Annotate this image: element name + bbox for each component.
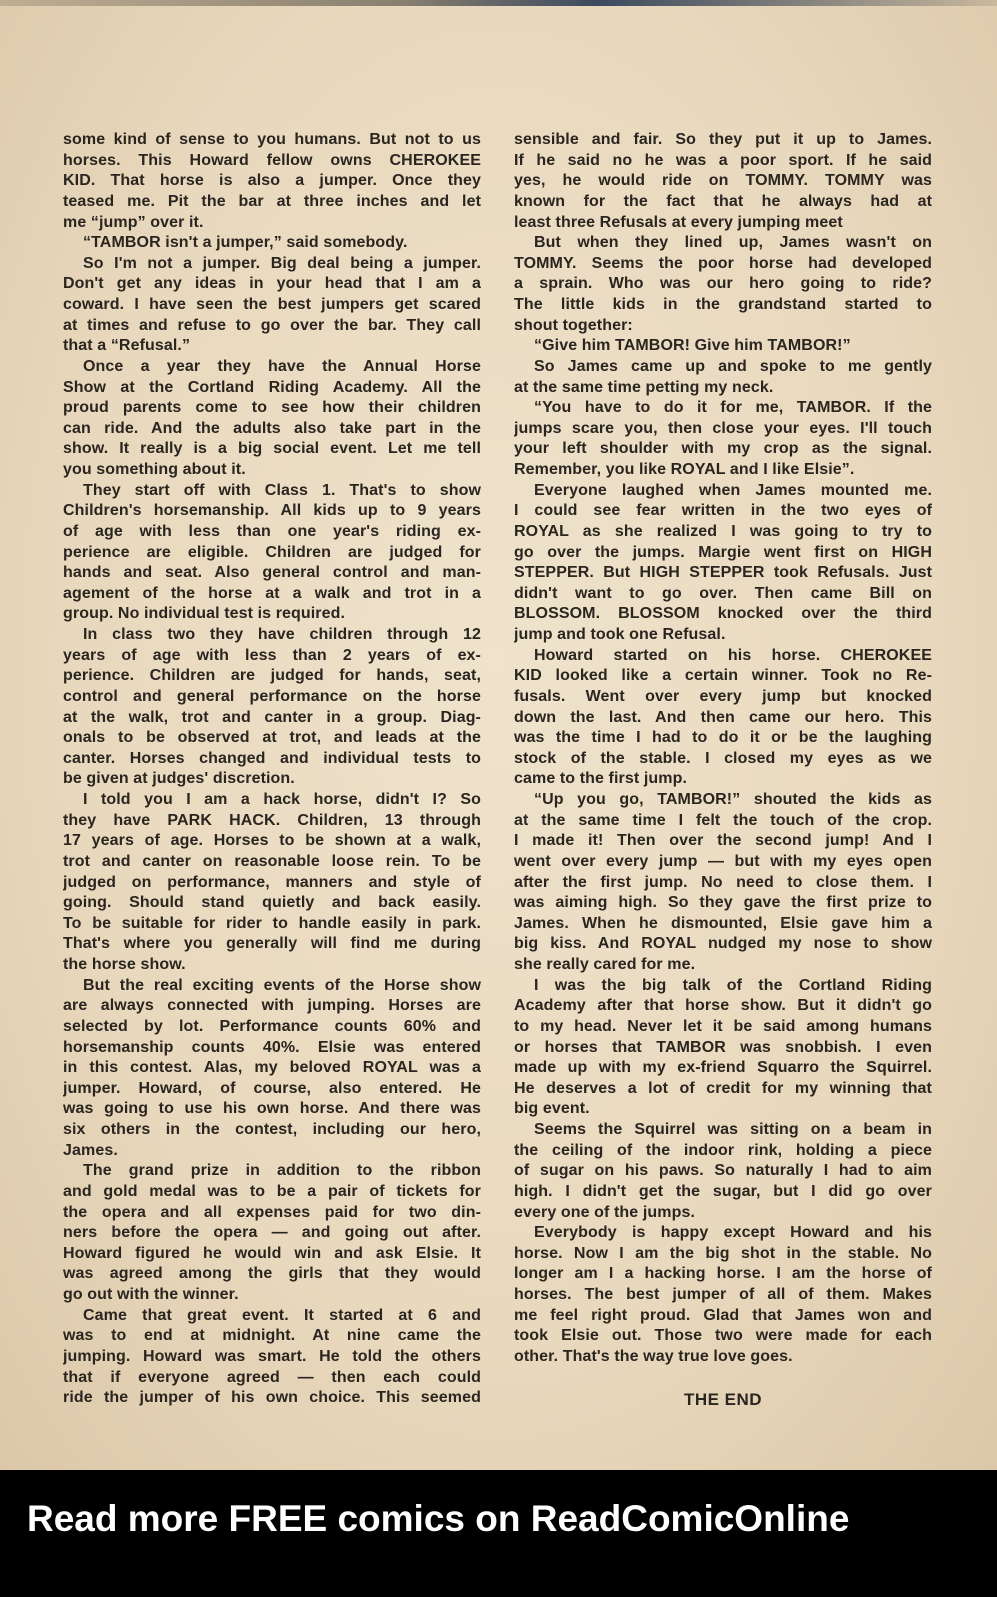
text-line: your left shoulder with my crop as the signal. <box>514 440 932 458</box>
text-line: horse. Now I am the big shot in the stable. No <box>514 1244 932 1262</box>
text-line: He deserves a lot of credit for my winning that <box>514 1079 932 1097</box>
paragraph <box>514 481 932 646</box>
text-line: I told you I am a hack horse, didn't I? So <box>83 791 481 808</box>
paragraph <box>514 1120 932 1223</box>
text-line: The little kids in the grandstand started to <box>514 296 932 313</box>
text-line: Academy after that horse show. But it didn't go <box>514 997 932 1015</box>
text-line: That's where you generally will find me during <box>63 935 481 953</box>
text-line: sensible and fair. So they put it up to James. <box>514 131 932 148</box>
text-line: ROYAL as she realized I was going to try to <box>514 522 932 540</box>
text-line: “Give him TAMBOR! Give him TAMBOR!” <box>534 337 851 355</box>
left-text-column <box>63 130 481 1409</box>
text-line: least three Refusals at every jumping meet <box>514 213 843 231</box>
text-line: me feel right proud. Glad that James won and <box>514 1306 932 1324</box>
text-line: jumps scare you, then close your eyes. I'll touch <box>514 419 932 437</box>
text-line: can ride. And the adults also take part in the <box>63 419 481 437</box>
text-line: made up with my ex-friend Squarro the Squirrel. <box>514 1059 932 1077</box>
text-line: Howard figured he would win and ask Elsie. It <box>63 1244 481 1262</box>
text-line: that a “Refusal.” <box>63 337 191 355</box>
text-line: “Up you go, TAMBOR!” shouted the kids as <box>534 791 932 808</box>
paragraph <box>514 976 932 1120</box>
text-line: was to end at midnight. At nine came the <box>63 1327 481 1345</box>
text-line: trot and canter on reasonable loose rein. To be <box>63 852 481 870</box>
text-line: every one of the jumps. <box>514 1203 696 1221</box>
text-line: teased me. Pit the bar at three inches and let <box>63 192 481 210</box>
the-end-label: THE END <box>683 1390 763 1409</box>
text-line: horsemanship counts 40%. Elsie was entered <box>63 1038 481 1056</box>
paragraph <box>514 233 932 336</box>
text-line: To be suitable for rider to handle easily in park. <box>63 914 481 932</box>
text-line: fusals. Went over every jump but knocked <box>514 687 932 705</box>
text-line: James. When he dismounted, Elsie gave him a <box>514 914 932 932</box>
text-line: show. It really is a big social event. Let me tell <box>63 440 481 458</box>
text-line: perience are eligible. Children are judged for <box>63 543 481 561</box>
text-line: Everyone laughed when James mounted me. <box>534 481 932 499</box>
text-line: big kiss. And ROYAL nudged my nose to show <box>514 935 932 953</box>
text-line: Remember, you like ROYAL and I like Elsie”. <box>514 461 855 478</box>
paragraph <box>63 233 481 254</box>
text-line: TOMMY. Seems the poor horse had developed <box>514 254 932 272</box>
text-line: be given at judges' discretion. <box>63 770 295 788</box>
text-line: big event. <box>514 1100 590 1118</box>
text-line: Seems the Squirrel was sitting on a beam in <box>534 1121 932 1138</box>
text-line: yes, he would ride on TOMMY. TOMMY was <box>514 172 932 190</box>
right-text-column <box>514 130 932 1368</box>
text-line: that if everyone agreed — then each could <box>63 1368 481 1386</box>
paragraph <box>63 254 481 357</box>
text-line: I could see fear written in the two eyes of <box>514 502 932 520</box>
text-line: of age with less than one year's riding ex- <box>63 522 481 540</box>
paragraph <box>63 130 481 233</box>
text-line: after the first jump. No need to close them. I <box>514 873 932 891</box>
text-line: control and general performance on the horse <box>63 687 481 705</box>
text-line: go over the jumps. Margie went first on HIGH <box>514 543 932 561</box>
text-line: longer am I a hacking horse. I am the horse of <box>514 1265 932 1283</box>
text-line: KID looked like a certain winner. Took no Re- <box>514 667 932 685</box>
text-line: down the last. And then came our hero. This <box>514 708 932 726</box>
text-line: horses. The best jumper of all of them. Makes <box>514 1286 932 1303</box>
text-line: jumping. Howard was smart. He told the others <box>63 1347 481 1365</box>
text-line: high. I didn't get the sugar, but I did go over <box>514 1182 932 1200</box>
text-line: hands and seat. Also general control and man- <box>63 564 481 582</box>
text-line: Children's horsemanship. All kids up to 9 years <box>63 502 481 520</box>
text-line: jumper. Howard, of course, also entered. He <box>63 1079 481 1097</box>
text-line: ride the jumper of his own choice. This seemed <box>63 1389 481 1407</box>
text-line: So I'm not a jumper. Big deal being a jumper. <box>83 254 481 272</box>
text-line: I was the big talk of the Cortland Riding <box>534 976 932 994</box>
paragraph <box>63 1306 481 1409</box>
text-line: me “jump” over it. <box>63 213 204 231</box>
text-line: to my head. Never let it be said among humans <box>514 1017 932 1035</box>
paragraph <box>63 625 481 790</box>
text-line: jump and took one Refusal. <box>514 626 726 643</box>
text-line: coward. I have seen the best jumpers get scared <box>63 296 481 313</box>
text-line: BLOSSOM. BLOSSOM knocked over the third <box>514 605 932 623</box>
promo-banner-text[interactable]: Read more FREE comics on ReadComicOnline <box>27 1498 850 1539</box>
text-line: came to the first jump. <box>514 770 687 788</box>
text-line: Everybody is happy except Howard and his <box>534 1224 932 1242</box>
text-line: Once a year they have the Annual Horse <box>83 357 481 375</box>
text-line: the ceiling of the indoor rink, holding a piece <box>514 1141 932 1159</box>
text-line: you something about it. <box>63 461 246 478</box>
text-line: six others in the contest, including our hero, <box>63 1121 481 1138</box>
text-line: of sugar on his paws. So naturally I had to aim <box>514 1162 932 1180</box>
text-line: They start off with Class 1. That's to show <box>83 481 481 499</box>
text-line: “TAMBOR isn't a jumper,” said somebody. <box>83 234 408 252</box>
paragraph <box>514 398 932 481</box>
text-line: But when they lined up, James wasn't on <box>534 234 932 252</box>
text-line: STEPPER. But HIGH STEPPER took Refusals. Just <box>514 564 932 582</box>
text-line: didn't want to go over. Then came Bill on <box>514 584 932 602</box>
text-line: onals to be observed at trot, and leads at the <box>63 729 481 747</box>
text-line: group. No individual test is required. <box>63 605 346 623</box>
text-line: at times and refuse to go over the bar. They call <box>63 316 481 334</box>
text-line: James. <box>63 1141 118 1159</box>
text-line: was the time I had to do it or be the laughing <box>514 729 932 747</box>
text-line: some kind of sense to you humans. But not to us <box>63 131 481 148</box>
text-line: in this contest. Alas, my beloved ROYAL was a <box>63 1059 481 1077</box>
text-line: other. That's the way true love goes. <box>514 1347 793 1365</box>
text-line: years of age with less than 2 years of ex- <box>63 646 481 664</box>
paragraph <box>63 1161 481 1305</box>
text-line: canter. Horses changed and individual tests to <box>63 749 481 767</box>
text-line: stock of the stable. I closed my eyes as we <box>514 749 932 767</box>
text-line: So James came up and spoke to me gently <box>534 357 932 375</box>
text-line: I made it! Then over the second jump! And I <box>514 832 932 850</box>
text-line: Show at the Cortland Riding Academy. All the <box>63 378 481 396</box>
paragraph <box>514 357 932 398</box>
text-line: proud parents come to see how their children <box>63 399 481 417</box>
text-line: was going to use his own horse. And there was <box>63 1100 481 1118</box>
paragraph <box>63 357 481 481</box>
text-line: Howard started on his horse. CHEROKEE <box>534 646 932 664</box>
text-line: and gold medal was to be a pair of tickets for <box>63 1182 481 1200</box>
paragraph <box>63 976 481 1162</box>
paragraph <box>63 481 481 625</box>
text-line: The grand prize in addition to the ribbon <box>83 1162 481 1180</box>
text-line: the opera and all expenses paid for two din- <box>63 1203 481 1221</box>
paragraph <box>63 790 481 976</box>
text-line: KID. That horse is also a jumper. Once they <box>63 172 481 190</box>
text-line: or horses that TAMBOR was snobbish. I even <box>514 1038 932 1056</box>
paragraph <box>514 336 932 357</box>
text-line: shout together: <box>514 316 633 334</box>
text-line: at the same time I felt the touch of the crop. <box>514 811 932 829</box>
text-line: horses. This Howard fellow owns CHEROKEE <box>63 151 481 169</box>
text-line: was agreed among the girls that they would <box>63 1265 481 1283</box>
text-line: ners before the opera — and going out after. <box>63 1224 481 1242</box>
paragraph <box>514 130 932 233</box>
text-line: took Elsie out. Those two were made for each <box>514 1327 932 1345</box>
text-line: a sprain. Who was our hero going to ride? <box>514 275 932 293</box>
paragraph <box>514 646 932 790</box>
text-line: agement of the horse at a walk and trot in a <box>63 584 481 602</box>
paragraph <box>514 790 932 976</box>
text-line: went over every jump — but with my eyes open <box>514 852 932 870</box>
text-line: they have PARK HACK. Children, 13 through <box>63 811 481 829</box>
text-line: But the real exciting events of the Horse show <box>83 976 481 994</box>
text-line: Came that great event. It started at 6 and <box>83 1306 481 1324</box>
text-line: perience. Children are judged for hands, seat, <box>63 667 481 685</box>
text-line: Don't get any ideas in your head that I am a <box>63 275 481 293</box>
text-line: are always connected with jumping. Horses are <box>63 997 481 1015</box>
text-line: at the walk, trot and canter in a group. Diag- <box>63 708 481 726</box>
text-line: the horse show. <box>63 956 186 973</box>
text-line: go out with the winner. <box>63 1286 239 1303</box>
text-line: In class two they have children through 12 <box>83 626 481 643</box>
text-line: known for the fact that he always had at <box>514 192 932 210</box>
text-line: going. Should stand quietly and back easily. <box>63 894 481 912</box>
text-line: “You have to do it for me, TAMBOR. If the <box>534 399 932 417</box>
text-line: at the same time petting my neck. <box>514 378 774 396</box>
text-line: 17 years of age. Horses to be shown at a walk, <box>63 832 481 850</box>
text-line: was aiming high. So they gave the first prize to <box>514 894 932 912</box>
text-line: she really cared for me. <box>514 956 696 973</box>
paragraph <box>514 1223 932 1367</box>
text-line: If he said no he was a poor sport. If he said <box>514 151 932 169</box>
text-line: judged on performance, manners and style of <box>63 873 481 891</box>
text-line: selected by lot. Performance counts 60% and <box>63 1017 481 1035</box>
